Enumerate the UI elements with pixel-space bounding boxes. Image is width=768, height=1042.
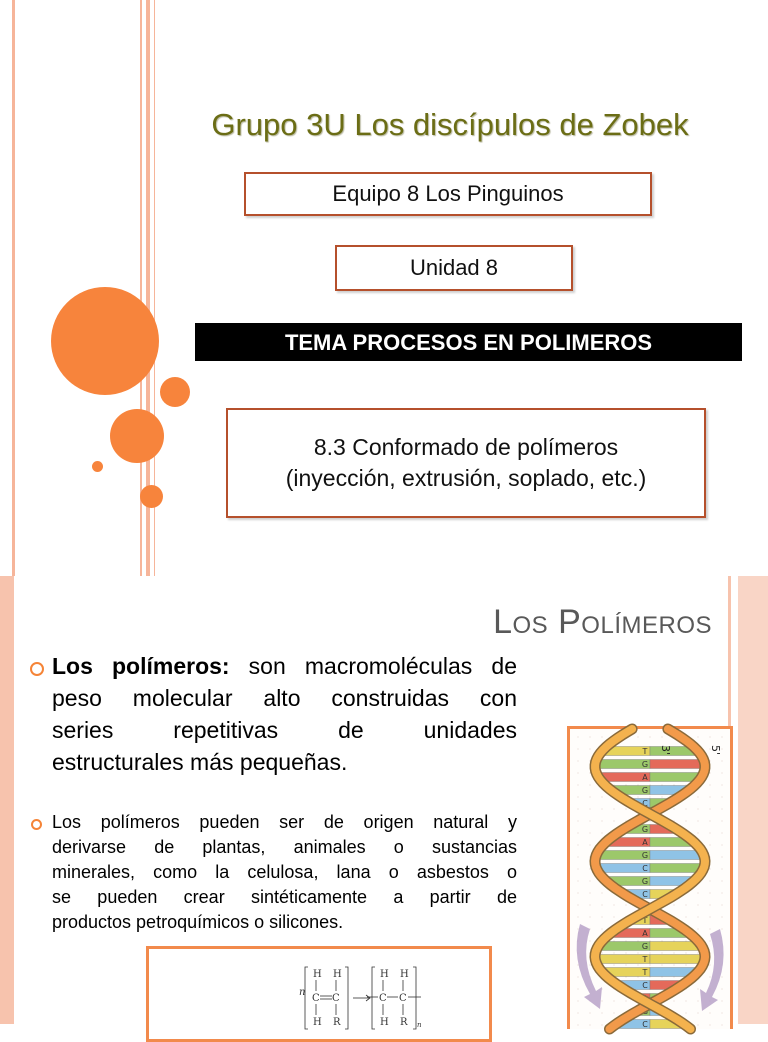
svg-text:R: R bbox=[333, 1017, 341, 1028]
base-letter: G bbox=[641, 877, 649, 886]
background-dot bbox=[601, 904, 602, 905]
background-dot bbox=[709, 964, 710, 965]
background-dot bbox=[697, 1024, 698, 1025]
background-dot bbox=[637, 952, 638, 953]
decor-circle-small bbox=[140, 485, 163, 508]
decor-circle bbox=[160, 377, 190, 407]
background-dot bbox=[589, 892, 590, 893]
base-letter: A bbox=[642, 773, 648, 782]
dna-image bbox=[567, 726, 733, 1029]
background-dot bbox=[697, 916, 698, 917]
background-dot bbox=[577, 820, 578, 821]
background-dot bbox=[577, 796, 578, 797]
polymer-formula-drawing bbox=[149, 949, 489, 1039]
svg-text:C: C bbox=[379, 993, 387, 1004]
background-dot bbox=[709, 868, 710, 869]
base-letter: C bbox=[642, 890, 648, 899]
background-dot bbox=[721, 880, 722, 881]
paragraph-line: derivarse de plantas, animales o sustancias bbox=[52, 837, 517, 857]
background-dot bbox=[589, 1012, 590, 1013]
slide-title: Grupo 3U Los discípulos de Zobek bbox=[211, 107, 689, 142]
strand-end-label: 3' bbox=[659, 745, 672, 756]
base-letter: G bbox=[641, 825, 649, 834]
subtopic-box bbox=[226, 408, 706, 518]
decor-circle-large bbox=[51, 287, 159, 395]
base-letter: T bbox=[642, 747, 648, 756]
svg-text:C: C bbox=[312, 993, 320, 1004]
background-dot bbox=[685, 952, 686, 953]
background-dot bbox=[613, 904, 614, 905]
svg-text:R: R bbox=[400, 1017, 408, 1028]
background-dot bbox=[721, 1000, 722, 1001]
paragraph-line: series repetitivas de unidades bbox=[52, 717, 517, 743]
background-dot bbox=[685, 820, 686, 821]
paragraph-line: productos petroquímicos o silicones. bbox=[52, 912, 344, 932]
background-dot bbox=[589, 880, 590, 881]
background-dot bbox=[577, 976, 578, 977]
background-dot bbox=[697, 892, 698, 893]
background-dot bbox=[613, 820, 614, 821]
background-dot bbox=[709, 940, 710, 941]
base-letter: G bbox=[641, 760, 649, 769]
background-dot bbox=[577, 1000, 578, 1001]
background-dot bbox=[649, 820, 650, 821]
svg-text:H: H bbox=[380, 969, 389, 980]
background-dot bbox=[661, 952, 662, 953]
background-dot bbox=[721, 892, 722, 893]
background-dot bbox=[649, 736, 650, 737]
background-dot bbox=[577, 892, 578, 893]
background-dot bbox=[721, 916, 722, 917]
background-dot bbox=[721, 772, 722, 773]
background-dot bbox=[601, 832, 602, 833]
background-dot bbox=[661, 796, 662, 797]
svg-text:n: n bbox=[417, 1021, 422, 1029]
background-dot bbox=[721, 796, 722, 797]
background-dot bbox=[637, 736, 638, 737]
bullet-icon bbox=[31, 819, 42, 830]
background-dot bbox=[673, 952, 674, 953]
background-dot bbox=[589, 916, 590, 917]
base-letter: G bbox=[641, 942, 649, 951]
background-dot bbox=[601, 928, 602, 929]
background-dot bbox=[589, 904, 590, 905]
paragraph-line: peso molecular alto construidas con bbox=[52, 685, 517, 711]
base-letter: C bbox=[642, 1020, 648, 1029]
background-dot bbox=[577, 844, 578, 845]
paragraph-line: se pueden crear sintéticamente a partir de bbox=[52, 887, 517, 907]
background-dot bbox=[613, 952, 614, 953]
subtopic-line: 8.3 Conformado de polímeros bbox=[313, 434, 619, 460]
svg-text:H: H bbox=[400, 969, 409, 980]
background-dot bbox=[589, 832, 590, 833]
paragraph-line: Los polímeros pueden ser de origen natural y bbox=[52, 812, 517, 832]
background-dot bbox=[649, 952, 650, 953]
background-dot bbox=[709, 880, 710, 881]
background-dot bbox=[601, 820, 602, 821]
dna-helix-drawing bbox=[570, 729, 730, 1029]
background-dot bbox=[721, 784, 722, 785]
base-letter: A bbox=[642, 994, 648, 1003]
background-dot bbox=[721, 976, 722, 977]
background-dot bbox=[601, 796, 602, 797]
background-dot bbox=[721, 760, 722, 761]
background-dot bbox=[709, 1024, 710, 1025]
background-dot bbox=[697, 904, 698, 905]
background-dot bbox=[709, 1012, 710, 1013]
background-dot bbox=[673, 904, 674, 905]
background-dot bbox=[697, 736, 698, 737]
content-slide bbox=[0, 576, 768, 1029]
base-pair-segment bbox=[650, 955, 705, 964]
background-dot bbox=[709, 844, 710, 845]
paragraph-line: Los polímeros: son macromoléculas de bbox=[52, 653, 517, 679]
background-dot bbox=[601, 916, 602, 917]
unit-label: Unidad 8 bbox=[335, 245, 573, 291]
background-dot bbox=[577, 1024, 578, 1025]
base-letter: G bbox=[641, 851, 649, 860]
background-dot bbox=[697, 928, 698, 929]
topic-banner: TEMA PROCESOS EN POLIMEROS bbox=[195, 323, 742, 361]
base-letter: G bbox=[641, 786, 649, 795]
base-pair-segment bbox=[650, 760, 705, 769]
svg-text:H: H bbox=[380, 1017, 389, 1028]
decor-bar bbox=[0, 576, 14, 1024]
background-dot bbox=[709, 832, 710, 833]
background-dot bbox=[601, 1000, 602, 1001]
background-dot bbox=[589, 808, 590, 809]
background-dot bbox=[589, 844, 590, 845]
background-dot bbox=[685, 1012, 686, 1013]
background-dot bbox=[601, 808, 602, 809]
background-dot bbox=[661, 736, 662, 737]
background-dot bbox=[601, 952, 602, 953]
background-dot bbox=[721, 856, 722, 857]
origin-paragraph bbox=[52, 810, 517, 935]
background-dot bbox=[637, 964, 638, 965]
decor-line bbox=[12, 0, 15, 576]
background-dot bbox=[589, 748, 590, 749]
background-dot bbox=[685, 904, 686, 905]
slide-title: Los Polímeros bbox=[493, 603, 712, 641]
background-dot bbox=[709, 904, 710, 905]
background-dot bbox=[589, 736, 590, 737]
base-letter: C bbox=[642, 799, 648, 808]
base-letter: C bbox=[642, 864, 648, 873]
background-dot bbox=[721, 832, 722, 833]
background-dot bbox=[721, 988, 722, 989]
background-dot bbox=[721, 820, 722, 821]
background-dot bbox=[685, 916, 686, 917]
background-dot bbox=[697, 796, 698, 797]
base-letter: T bbox=[642, 955, 648, 964]
subtopic-line: (inyección, extrusión, soplado, etc.) bbox=[285, 465, 647, 491]
background-dot bbox=[721, 868, 722, 869]
svg-text:H: H bbox=[313, 1017, 322, 1028]
background-dot bbox=[637, 796, 638, 797]
background-dot bbox=[697, 832, 698, 833]
definition-paragraph bbox=[52, 650, 517, 778]
base-letter: G bbox=[641, 1007, 649, 1016]
background-dot bbox=[577, 1012, 578, 1013]
strand-end-label: 5' bbox=[709, 745, 722, 756]
background-dot bbox=[613, 808, 614, 809]
background-dot bbox=[577, 736, 578, 737]
background-dot bbox=[601, 892, 602, 893]
background-dot bbox=[685, 1000, 686, 1001]
background-dot bbox=[709, 976, 710, 977]
background-dot bbox=[613, 1000, 614, 1001]
background-dot bbox=[577, 760, 578, 761]
background-dot bbox=[709, 736, 710, 737]
base-letter: C bbox=[642, 981, 648, 990]
decor-circle-tiny bbox=[92, 461, 103, 472]
background-dot bbox=[601, 736, 602, 737]
background-dot bbox=[589, 868, 590, 869]
background-dot bbox=[721, 1012, 722, 1013]
svg-text:H: H bbox=[313, 969, 322, 980]
background-dot bbox=[685, 808, 686, 809]
background-dot bbox=[589, 784, 590, 785]
background-dot bbox=[577, 868, 578, 869]
background-dot bbox=[697, 1012, 698, 1013]
background-dot bbox=[649, 796, 650, 797]
background-dot bbox=[577, 772, 578, 773]
background-dot bbox=[721, 844, 722, 845]
background-dot bbox=[673, 1000, 674, 1001]
decor-circle bbox=[110, 409, 164, 463]
background-dot bbox=[625, 952, 626, 953]
background-dot bbox=[589, 796, 590, 797]
background-dot bbox=[577, 928, 578, 929]
background-dot bbox=[709, 796, 710, 797]
background-dot bbox=[697, 808, 698, 809]
background-dot bbox=[589, 820, 590, 821]
bullet-icon bbox=[30, 662, 44, 676]
svg-text:H: H bbox=[333, 969, 342, 980]
base-letter: A bbox=[642, 929, 648, 938]
background-dot bbox=[577, 856, 578, 857]
background-dot bbox=[589, 964, 590, 965]
background-dot bbox=[709, 892, 710, 893]
definition-term: Los polímeros: bbox=[52, 653, 230, 679]
background-dot bbox=[697, 988, 698, 989]
base-letter: T bbox=[642, 968, 648, 977]
paragraph-line: estructurales más pequeñas. bbox=[52, 749, 348, 775]
background-dot bbox=[625, 808, 626, 809]
polymer-formula-image bbox=[146, 946, 492, 1042]
background-dot bbox=[601, 1024, 602, 1025]
background-dot bbox=[589, 1024, 590, 1025]
background-dot bbox=[697, 1000, 698, 1001]
background-dot bbox=[697, 820, 698, 821]
background-dot bbox=[709, 928, 710, 929]
background-dot bbox=[577, 784, 578, 785]
background-dot bbox=[661, 964, 662, 965]
background-dot bbox=[577, 904, 578, 905]
background-dot bbox=[625, 1000, 626, 1001]
background-dot bbox=[577, 988, 578, 989]
team-label: Equipo 8 Los Pinguinos bbox=[244, 172, 652, 216]
background-dot bbox=[709, 808, 710, 809]
background-dot bbox=[721, 928, 722, 929]
background-dot bbox=[613, 1012, 614, 1013]
background-dot bbox=[613, 916, 614, 917]
background-dot bbox=[577, 880, 578, 881]
background-dot bbox=[577, 748, 578, 749]
background-dot bbox=[673, 964, 674, 965]
background-dot bbox=[625, 964, 626, 965]
background-dot bbox=[709, 784, 710, 785]
background-dot bbox=[625, 904, 626, 905]
paragraph-line: minerales, como la celulosa, lana o asbestos o bbox=[52, 862, 517, 882]
background-dot bbox=[685, 964, 686, 965]
background-dot bbox=[577, 964, 578, 965]
background-dot bbox=[589, 940, 590, 941]
background-dot bbox=[709, 820, 710, 821]
background-dot bbox=[721, 1024, 722, 1025]
background-dot bbox=[721, 736, 722, 737]
svg-text:C: C bbox=[332, 993, 340, 1004]
svg-text:n: n bbox=[299, 987, 306, 998]
background-dot bbox=[721, 808, 722, 809]
background-dot bbox=[577, 808, 578, 809]
background-dot bbox=[577, 916, 578, 917]
svg-text:C: C bbox=[399, 993, 407, 1004]
background-dot bbox=[613, 964, 614, 965]
background-dot bbox=[577, 832, 578, 833]
background-dot bbox=[601, 1012, 602, 1013]
background-dot bbox=[697, 952, 698, 953]
background-dot bbox=[673, 808, 674, 809]
background-dot bbox=[649, 964, 650, 965]
base-letter: A bbox=[642, 838, 648, 847]
background-dot bbox=[709, 916, 710, 917]
base-letter: T bbox=[642, 916, 648, 925]
decor-bar bbox=[738, 576, 768, 1024]
background-dot bbox=[721, 904, 722, 905]
